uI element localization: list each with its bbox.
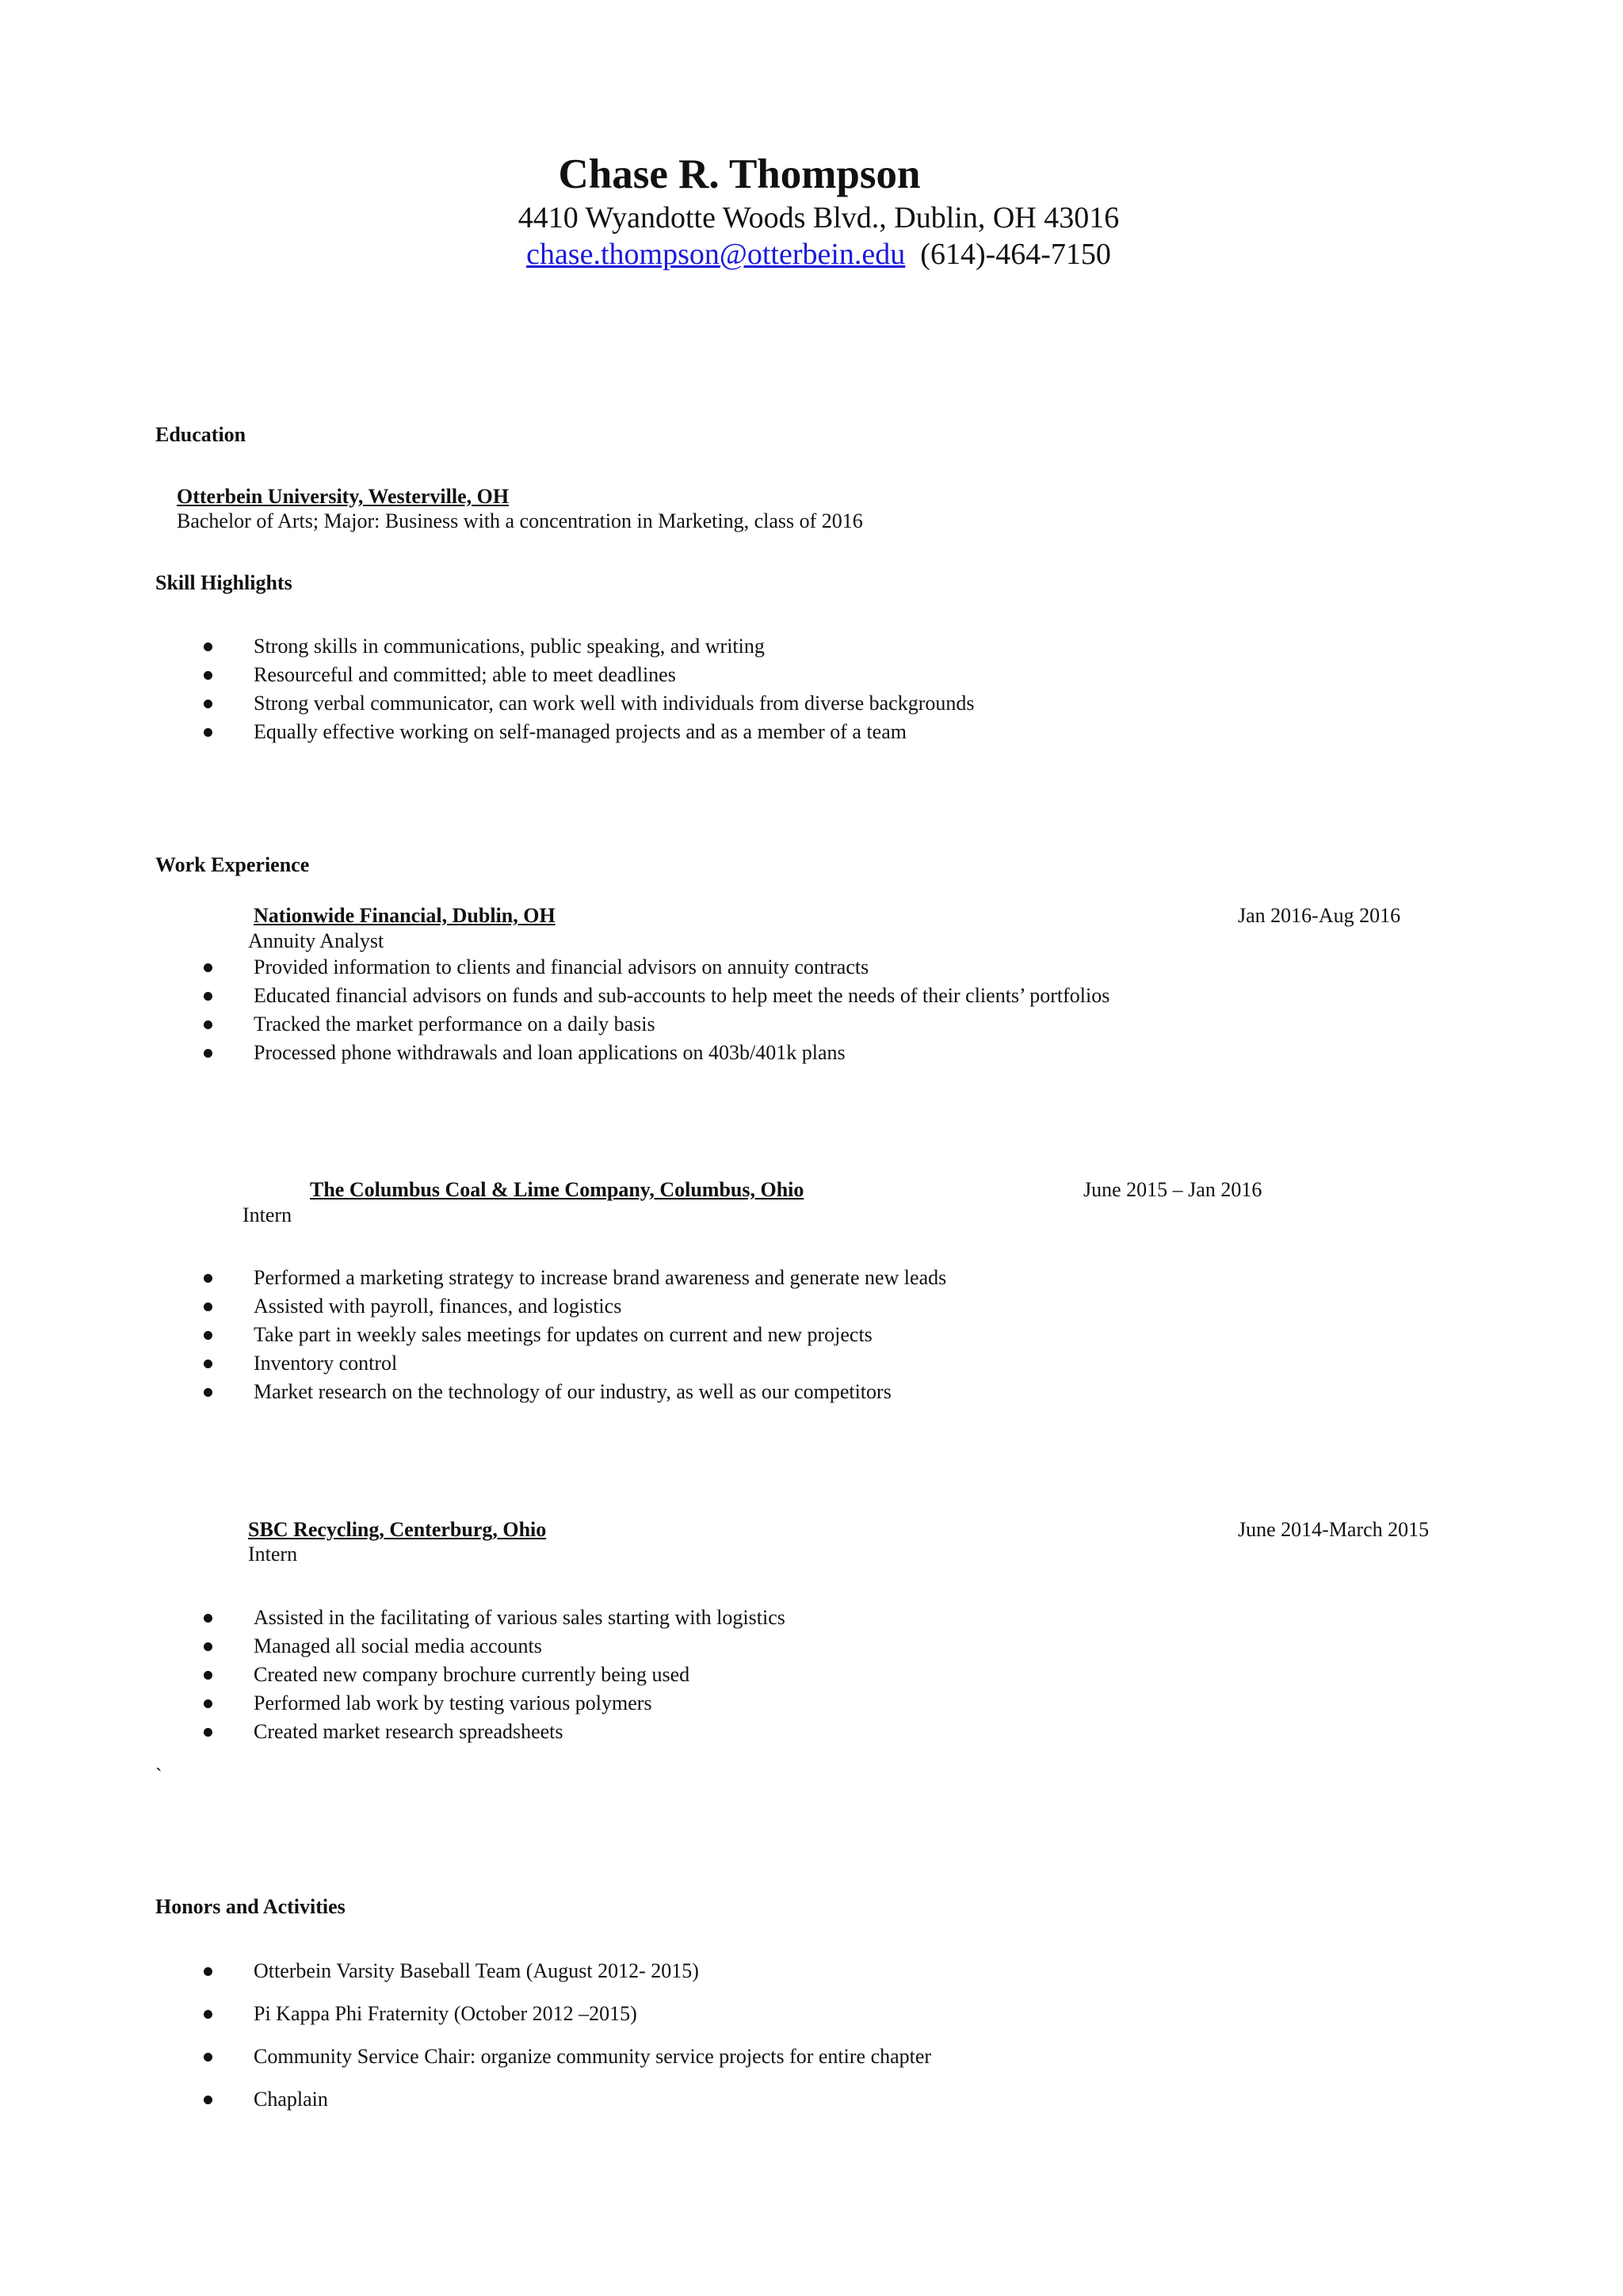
bullet-icon <box>204 1614 212 1623</box>
honor-item: Chaplain <box>0 2078 931 2121</box>
applicant-name: Chase R. Thompson <box>558 151 921 197</box>
applicant-address: 4410 Wyandotte Woods Blvd., Dublin, OH 43016 <box>517 201 1120 235</box>
skills-heading: Skill Highlights <box>155 571 292 594</box>
bullet-icon <box>204 2096 212 2104</box>
bullet-icon <box>204 1274 212 1283</box>
job-bullets <box>0 1264 946 1406</box>
job-bullets <box>0 953 1109 1067</box>
bullet-icon <box>204 643 212 651</box>
education-heading: Education <box>155 423 246 446</box>
bullet-icon <box>204 1360 212 1368</box>
job-bullet: Assisted with payroll, finances, and logistics <box>0 1292 946 1321</box>
job-bullet: Performed lab work by testing various polymers <box>0 1689 785 1718</box>
job-dates: Jan 2016-Aug 2016 <box>1238 904 1401 927</box>
skill-item: Equally effective working on self-managed projects and as a member of a team <box>0 718 974 746</box>
bullet-icon <box>204 1967 212 1976</box>
bullet-icon <box>204 2010 212 2019</box>
phone-number: (614)-464-7150 <box>920 238 1111 271</box>
job-bullets <box>0 1604 785 1746</box>
job-bullet: Processed phone withdrawals and loan applications on 403b/401k plans <box>0 1039 1109 1067</box>
bullet-icon <box>204 1728 212 1737</box>
contact-line <box>0 236 1623 273</box>
job-dates: June 2014-March 2015 <box>1238 1518 1430 1541</box>
job-company: The Columbus Coal & Lime Company, Columbus, Ohio <box>310 1178 804 1201</box>
job-bullet: Take part in weekly sales meetings for updates on current and new projects <box>0 1321 946 1349</box>
honor-item: Pi Kappa Phi Fraternity (October 2012 –2015) <box>0 1993 931 2035</box>
bullet-icon <box>204 728 212 737</box>
honor-item: Community Service Chair: organize community service projects for entire chapter <box>0 2035 931 2078</box>
bullet-icon <box>204 992 212 1001</box>
work-heading: Work Experience <box>155 853 310 876</box>
bullet-icon <box>204 963 212 972</box>
job-title: Intern <box>248 1543 298 1566</box>
honors-heading: Honors and Activities <box>155 1895 346 1918</box>
job-bullet: Created new company brochure currently being used <box>0 1661 785 1689</box>
education-school: Otterbein University, Westerville, OH <box>177 485 510 508</box>
education-degree: Bachelor of Arts; Major: Business with a concentration in Marketing, class of 2016 <box>177 509 863 532</box>
job-title: Annuity Analyst <box>248 929 384 952</box>
job-dates: June 2015 – Jan 2016 <box>1083 1178 1262 1201</box>
job-bullet: Market research on the technology of our industry, as well as our competitors <box>0 1378 946 1406</box>
bullet-icon <box>204 2053 212 2061</box>
job-bullet: Assisted in the facilitating of various sales starting with logistics <box>0 1604 785 1632</box>
job-bullet: Performed a marketing strategy to increase brand awareness and generate new leads <box>0 1264 946 1292</box>
honors-list <box>0 1950 931 2121</box>
bullet-icon <box>204 1331 212 1340</box>
job-bullet: Provided information to clients and financial advisors on annuity contracts <box>0 953 1109 982</box>
bullet-icon <box>204 671 212 680</box>
bullet-icon <box>204 700 212 708</box>
bullet-icon <box>204 1699 212 1708</box>
honor-item: Otterbein Varsity Baseball Team (August 2012- 2015) <box>0 1950 931 1993</box>
bullet-icon <box>204 1671 212 1680</box>
job-bullet: Created market research spreadsheets <box>0 1718 785 1746</box>
skills-list <box>0 632 974 746</box>
bullet-icon <box>204 1049 212 1058</box>
job-bullet: Inventory control <box>0 1349 946 1378</box>
job-company: Nationwide Financial, Dublin, OH <box>254 904 556 927</box>
skill-item: Strong verbal communicator, can work well with individuals from diverse backgrounds <box>0 689 974 718</box>
stray-mark: ` <box>155 1764 162 1787</box>
job-bullet: Tracked the market performance on a daily basis <box>0 1010 1109 1039</box>
job-title: Intern <box>242 1203 292 1226</box>
email-link[interactable]: chase.thompson@otterbein.edu <box>526 238 906 271</box>
bullet-icon <box>204 1020 212 1029</box>
skill-item: Strong skills in communications, public speaking, and writing <box>0 632 974 661</box>
bullet-icon <box>204 1302 212 1311</box>
job-company: SBC Recycling, Centerburg, Ohio <box>248 1518 547 1541</box>
bullet-icon <box>204 1642 212 1651</box>
skill-item: Resourceful and committed; able to meet deadlines <box>0 661 974 689</box>
job-bullet: Managed all social media accounts <box>0 1632 785 1661</box>
bullet-icon <box>204 1388 212 1397</box>
job-bullet: Educated financial advisors on funds and sub-accounts to help meet the needs of their clients’ portfolios <box>0 982 1109 1010</box>
